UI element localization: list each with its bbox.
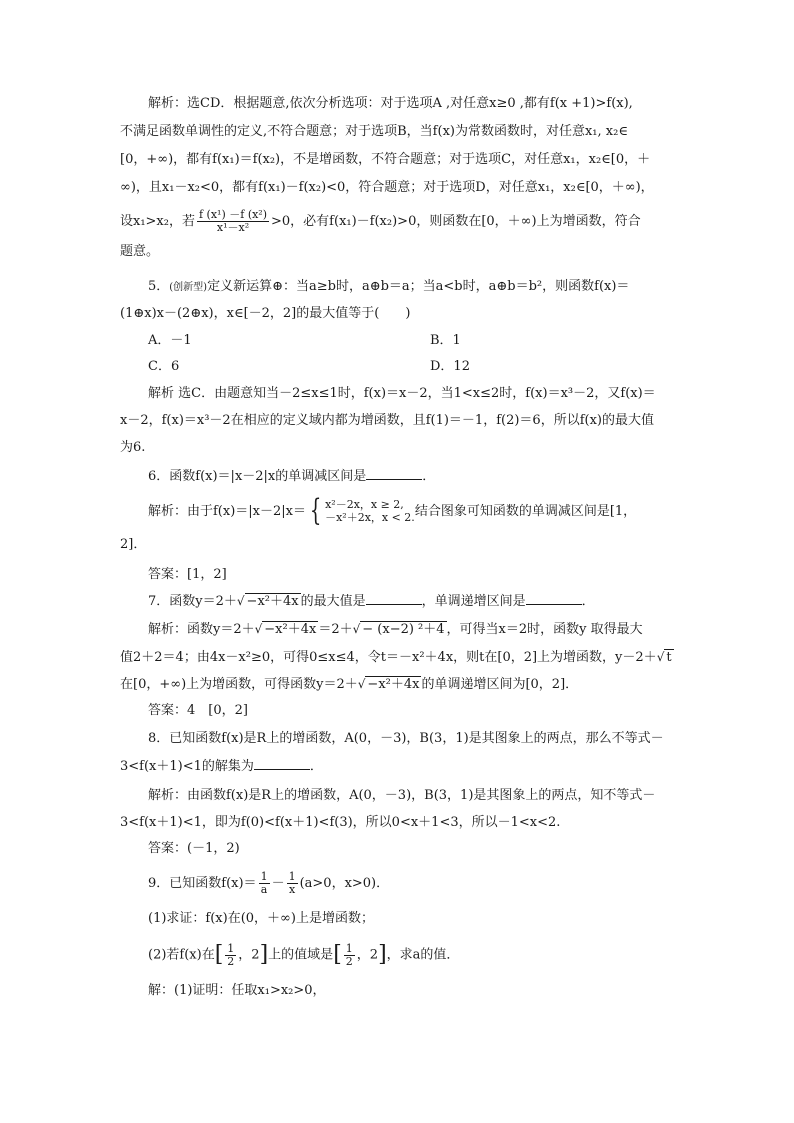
solution-line: 不满足函数单调性的定义,不符合题意；对于选项B，当f(x)为常数函数时，对任意x₁, x₂∈	[120, 124, 628, 139]
solution-line: 解析：函数y＝2＋√ −x²＋4x ＝2＋√ − (x−2) ²＋4 ，可得当x＝2时，函数y 取得最大	[148, 622, 643, 637]
bracket-glyph: [	[214, 942, 224, 967]
answer-blank	[526, 592, 582, 605]
answer-line: 答案：4 [0，2]	[148, 703, 248, 718]
text-run: 解析：函数y＝2＋	[148, 622, 255, 637]
question-text: 9．已知函数f(x)＝	[148, 876, 257, 891]
text-run: ，求a的值．	[386, 947, 460, 963]
question-8-line	[120, 757, 323, 775]
sqrt-expr: −x²＋4x	[264, 622, 317, 637]
solution-line: 在[0，+∞)上为增函数，可得函数y＝2＋√ −x²＋4x 的单调递增区间为[0，2]．	[120, 677, 579, 692]
fraction-numerator: 1	[227, 941, 235, 955]
fraction	[259, 871, 270, 896]
sqrt-expr: −x²＋4x	[246, 594, 299, 609]
solution-line: 解析 选C．由题意知当－2≤x≤1时，f(x)＝x－2，当1<x≤2时，f(x)＝x³－2，又f(x)＝	[148, 386, 656, 401]
text-run: 上的值域是	[268, 947, 334, 963]
case-row: －x²＋2x，x < 2.	[325, 511, 415, 524]
sqrt-expr: t	[666, 650, 672, 665]
solution-line: 解析：选CD．根据题意,依次分析选项：对于选项A ,对任意x≥0 ,都有f(x +1)>f(x),	[148, 96, 633, 111]
solution-line: 3<f(x＋1)<1，即为f(0)<f(x＋1)<f(3)，所以0<x＋1<3，所以－1<x<2.	[120, 815, 561, 830]
question-8-line: 8．已知函数f(x)是R上的增函数，A(0，－3)，B(3，1)是其图象上的两点，那么不等式－	[148, 731, 664, 746]
text-run: ＝2＋	[318, 622, 353, 637]
fraction-denominator: x	[288, 883, 296, 896]
option-b: B．1	[430, 333, 461, 348]
fraction	[344, 943, 355, 968]
answer-blank	[366, 592, 422, 605]
fraction-numerator: f (x¹) －f (x²)	[198, 208, 268, 221]
text-run: ，2	[238, 947, 260, 963]
fraction-numerator: 1	[260, 870, 268, 883]
text-run: 结合图象可知函数的单调减区间是[1，	[414, 503, 637, 519]
answer-blank	[254, 757, 310, 770]
solution-line: x－2，f(x)＝x³－2在相应的定义域内都为增函数，且f(1)＝－1，f(2)＝6，所以f(x)的最大值	[120, 413, 654, 428]
fraction-numerator: 1	[345, 941, 353, 955]
solution-line: 题意。	[120, 244, 160, 259]
question-text: 6．函数f(x)＝|x－2|x的单调减区间是	[148, 469, 367, 484]
fraction-numerator: 1	[288, 870, 296, 883]
text-run: －	[271, 876, 285, 891]
fraction	[287, 871, 298, 896]
sqrt-expr: − (x−2) ²＋4	[362, 622, 445, 637]
text-run: ，可得当x＝2时，函数y 取得最大	[446, 622, 643, 637]
innovation-badge: (创新型)	[169, 282, 208, 293]
sqrt-expr: −x²＋4x	[367, 677, 420, 692]
text-run: 值2＋2＝4；由4x－x²≥0，可得0≤x≤4，令t＝－x²＋4x，则t在[0，2]上为增函数，y－2＋	[120, 650, 657, 665]
text-run: 的最大值是	[300, 594, 366, 609]
question-9-part-1: (1)求证：f(x)在(0，＋∞)上是增函数；	[148, 911, 374, 926]
brace-glyph: {	[309, 493, 322, 528]
text-run: 的单调递增区间为[0，2]．	[421, 677, 579, 692]
text-run: ．	[309, 759, 323, 774]
question-text: 7．函数y＝2＋	[148, 594, 237, 609]
text-run: (a>0，x>0)．	[299, 876, 390, 891]
piecewise-function	[306, 493, 415, 528]
option-d: D．12	[430, 359, 470, 374]
fraction-denominator: 2	[345, 954, 353, 968]
text-run: ．	[422, 469, 436, 484]
text-run: 在[0，+∞)上为增函数，可得函数y＝2＋	[120, 677, 358, 692]
question-5-line: (1⊕x)x－(2⊕x)，x∈[－2，2]的最大值等于( )	[120, 306, 411, 321]
fraction-denominator: a	[260, 883, 268, 896]
text-run: 设x₁>x₂，若	[120, 214, 195, 229]
solution-line: 解：(1)证明：任取x₁>x₂>0，	[148, 983, 326, 998]
case-row: x²－2x，x ≥ 2,	[325, 498, 404, 511]
bracket-glyph: ]	[378, 942, 387, 967]
text-run: ，单调递增区间是	[421, 594, 526, 609]
option-c: C．6	[148, 359, 180, 374]
answer-line: 答案：(－1，2)	[148, 841, 240, 856]
question-7-line: 7．函数y＝2＋√ −x²＋4x 的最大值是 ，单调递增区间是 ．	[148, 594, 595, 609]
answer-blank	[366, 467, 422, 480]
solution-line: 2]．	[120, 537, 147, 552]
fraction	[225, 943, 236, 968]
bracket-glyph: ]	[259, 942, 269, 967]
solution-line	[120, 209, 641, 235]
solution-line: ∞)，且x₁－x₂<0，都有f(x₁)－f(x₂)<0，符合题意；对于选项D，对任意x₁，x₂∈[0，＋∞)，	[120, 180, 654, 195]
bracket-glyph: [	[333, 942, 342, 967]
question-text: 3<f(x＋1)<1的解集为	[120, 759, 254, 774]
text-run: >0，必有f(x₁)－f(x₂)>0，则函数在[0，＋∞)上为增函数，符合	[271, 214, 641, 229]
solution-line	[148, 493, 637, 528]
option-a: A．－1	[148, 333, 192, 348]
question-9-part-2	[148, 940, 459, 970]
answer-line: 答案：[1，2]	[148, 567, 227, 582]
solution-line: [0，+∞)，都有f(x₁)＝f(x₂)，不是增函数，不符合题意；对于选项C，对任意x₁，x₂∈[0，＋	[120, 152, 651, 167]
text-run: 解析：由于f(x)＝|x－2|x＝	[148, 503, 306, 519]
text-run: ．	[581, 594, 595, 609]
question-5-line	[148, 278, 629, 296]
question-6-line	[148, 467, 435, 485]
solution-line: 解析：由函数f(x)是R上的增函数，A(0，－3)，B(3，1)是其图象上的两点，知不等式－	[148, 788, 656, 803]
piecewise-cases	[325, 498, 415, 524]
fraction-denominator: 2	[227, 954, 235, 968]
text-run: ，2	[356, 947, 379, 963]
solution-line: 值2＋2＝4；由4x－x²≥0，可得0≤x≤4，令t＝－x²＋4x，则t在[0，2]上为增函数，y－2＋√ t	[120, 650, 672, 665]
fraction	[197, 209, 269, 234]
solution-line: 为6.	[120, 440, 146, 455]
question-number: 5．	[148, 279, 170, 294]
fraction-denominator: x¹－x²	[216, 221, 250, 234]
question-text: 定义新运算⊕：当a≥b时，a⊕b＝a；当a<b时，a⊕b＝b²，则函数f(x)＝	[207, 279, 630, 294]
question-9-line	[148, 870, 389, 898]
text-run: (2)若f(x)在	[148, 947, 215, 963]
